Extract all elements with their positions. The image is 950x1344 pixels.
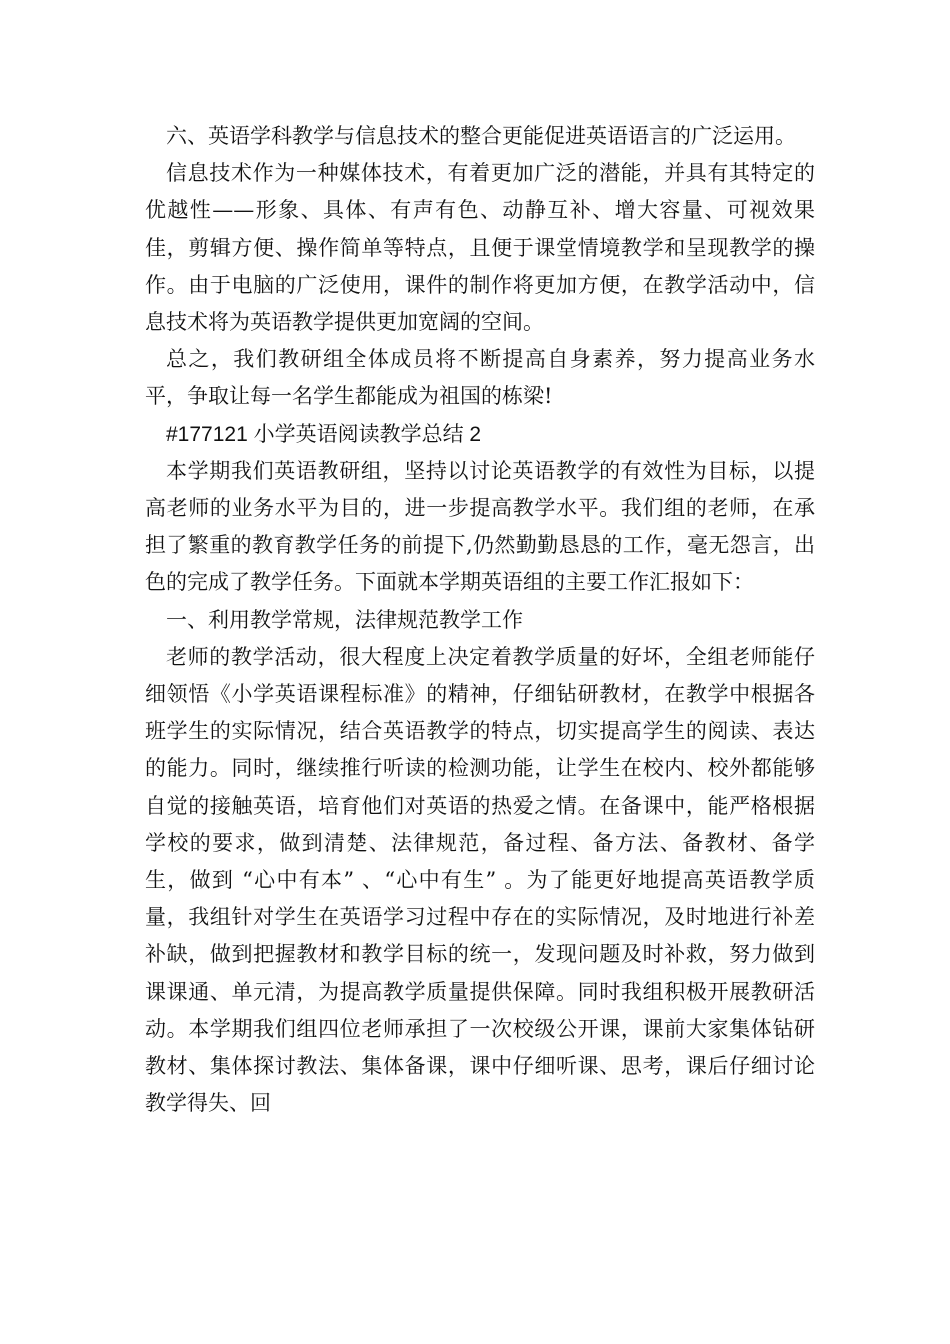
paragraph-intro: 本学期我们英语教研组，坚持以讨论英语教学的有效性为目标，以提高老师的业务水平为目的，进一步提高教学水平。我们组的老师，在承担了繁重的教育教学任务的前提下,仍然勤勤恳恳的工作，毫无怨言，出色的完成了教学任务。下面就本学期英语组的主要工作汇报如下：: [145, 458, 815, 595]
document-title: #177121 小学英语阅读教学总结 2: [166, 422, 482, 446]
section-heading-one: 一、利用教学常规，法律规范教学工作: [166, 607, 523, 632]
paragraph-conclusion: 总之，我们教研组全体成员将不断提高自身素养，努力提高业务水平，争取让每一名学生都能成为祖国的栋梁!: [145, 347, 815, 409]
paragraph-teaching-activities: 老师的教学活动，很大程度上决定着教学质量的好坏，全组老师能仔细领悟《小学英语课程标准》的精神，仔细钻研教材，在教学中根据各班学生的实际情况，结合英语教学的特点，切实提高学生的阅读、表达的能力。同时，继续推行听读的检测功能，让学生在校内、校外都能够自觉的接触英语，培育他们对英语的热爱之情。在备课中，能严格根据学校的要求，做到清楚、法律规范，备过程、备方法、备教材、备学生，做到 “心中有本” 、“心中有生” 。为了能更好地提高英语教学质量，我组针对学生在英语学习过程中存在的实际情况，及时地进行补差补缺，做到把握教材和教学目标的统一，发现问题及时补救，努力做到课课通、单元清，为提高教学质量提供保障。同时我组积极开展教研活动。本学期我们组四位老师承担了一次校级公开课，课前大家集体钻研教材、集体探讨教法、集体备课，课中仔细听课、思考，课后仔细讨论教学得失、回: [145, 644, 815, 1116]
paragraph-info-tech: 信息技术作为一种媒体技术，有着更加广泛的潜能，并具有其特定的优越性——形象、具体、有声有色、动静互补、增大容量、可视效果佳，剪辑方便、操作简单等特点，且便于课堂情境教学和呈现教学的操作。由于电脑的广泛使用，课件的制作将更加方便，在教学活动中，信息技术将为英语教学提供更加宽阔的空间。: [145, 161, 815, 335]
document-page: [145, 118, 815, 1122]
section-heading-six: 六、英语学科教学与信息技术的整合更能促进英语语言的广泛运用。: [166, 124, 796, 148]
